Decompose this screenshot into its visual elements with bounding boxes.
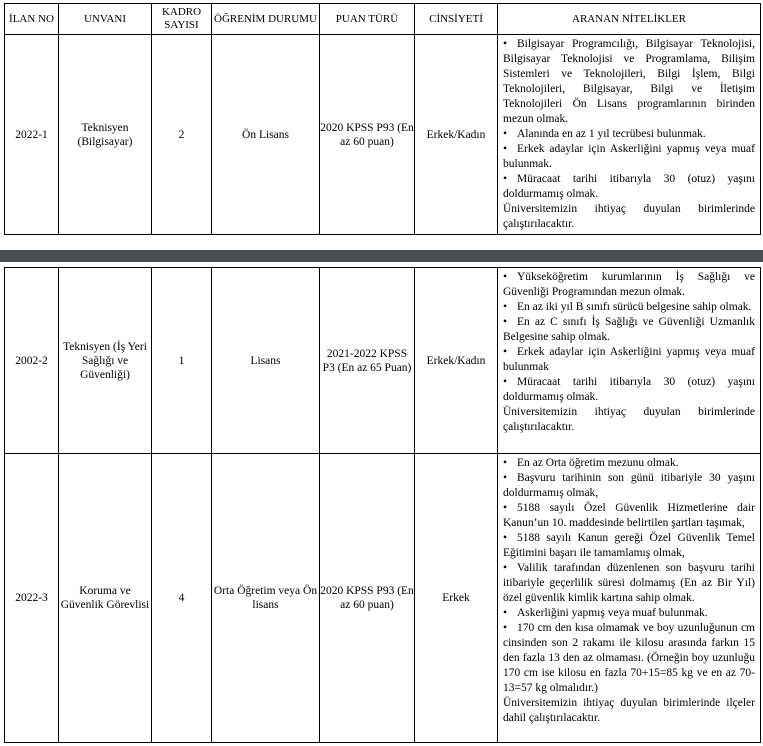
table-row — [5, 35, 761, 235]
kadro-cell: 2 — [152, 35, 212, 235]
qualification-note: Üniversitemizin ihtiyaç duyulan birimlerinde ilçeler dahil çalıştırılacaktır. — [503, 697, 755, 724]
qualification-item: • Erkek adaylar için Askerliğini yapmış veya muaf bulunmak. — [503, 142, 755, 172]
qualification-item: • En az iki yıl B sınıfı sürücü belgesine sahip olmak. — [503, 300, 755, 315]
nitelikler-cell — [498, 35, 761, 235]
qualification-item: • Valilik tarafından düzenlenen son başvuru tarihi itibariyle geçerlilik süresi dolmamış (En az Bir Yıl) özel güvenlik kimlik kartına sahip olmak. — [503, 561, 755, 606]
qualification-note: Üniversitemizin ihtiyaç duyulan birimlerinde çalıştırılacaktır. — [503, 203, 755, 230]
qualification-item: • Başvuru tarihinin son günü itibariyle 30 yaşını doldurmamış olmak, — [503, 471, 755, 501]
qualification-item: • Bilgisayar Programcılığı, Bilgisayar Teknolojisi, Bilgisayar Teknolojisi ve Programlama, Bilişim Sistemleri ve Teknolojileri, Bilgi İşlem, Bilgi Teknolojileri, Bilgisayar, Bilgi ve İletişim Teknolojileri Ön Lisans programlarının birinden mezun olmak. — [503, 37, 755, 127]
qualification-item: • Müracaat tarihi itibarıyla 30 (otuz) yaşını doldurmamış olmak. — [503, 172, 755, 202]
ilan-no-cell: 2022-3 — [5, 454, 59, 743]
cinsiyet-cell: Erkek/Kadın — [415, 35, 498, 235]
unvani-cell: Teknisyen (İş Yeri Sağlığı ve Güvenliği) — [59, 268, 152, 454]
cinsiyet-cell: Erkek — [415, 454, 498, 743]
ilan-no-cell: 2002-2 — [5, 268, 59, 454]
qualification-item: • Erkek adaylar için Askerliğini yapmış veya muaf bulunmak — [503, 345, 755, 375]
ogrenim-cell: Orta Öğretim veya Ön lisans — [212, 454, 320, 743]
kadro-cell: 4 — [152, 454, 212, 743]
qualification-item: • Yükseköğretim kurumlarının İş Sağlığı ve Güvenliği Programından mezun olmak. — [503, 270, 755, 300]
unvani-cell: Koruma ve Güvenlik Görevlisi — [59, 454, 152, 743]
ogrenim-cell: Ön Lisans — [212, 35, 320, 235]
page-separator — [0, 250, 763, 262]
table-row — [5, 268, 761, 454]
ogrenim-cell: Lisans — [212, 268, 320, 454]
qualification-item: • Alanında en az 1 yıl tecrübesi bulunmak. — [503, 127, 755, 142]
unvani-cell: Teknisyen (Bilgisayar) — [59, 35, 152, 235]
nitelikler-cell — [498, 268, 761, 454]
nitelikler-cell — [498, 454, 761, 743]
header-aranan-nitelikler: ARANAN NİTELİKLER — [498, 4, 761, 35]
header-puan-turu: PUAN TÜRÜ — [320, 4, 415, 35]
qualification-note: Üniversitemizin ihtiyaç duyulan birimlerinde çalıştırılacaktır. — [503, 406, 755, 433]
qualification-item: • Askerliğini yapmış veya muaf bulunmak. — [503, 606, 755, 621]
puan-cell: 2021-2022 KPSS P3 (En az 65 Puan) — [320, 268, 415, 454]
table-row — [5, 454, 761, 743]
job-table-2 — [4, 267, 761, 743]
qualification-item: • 170 cm den kısa olmamak ve boy uzunluğunun cm cinsinden son 2 rakamı ile kilosu arasında farkın 15 den fazla 13 den az olmaması. (Örneğin boy uzunluğu 170 cm ise kilosu en fazla 70+15=85 kg ve en az 70-13=57 kg olmalıdır.) — [503, 621, 755, 696]
qualification-item: • 5188 sayılı Özel Güvenlik Hizmetlerine dair Kanun’un 10. maddesinde belirtilen şartları taşımak, — [503, 501, 755, 531]
header-row — [5, 4, 761, 35]
qualification-item: • Müracaat tarihi itibarıyla 30 (otuz) yaşını doldurmamış olmak. — [503, 375, 755, 405]
ilan-no-cell: 2022-1 — [5, 35, 59, 235]
header-kadro-sayisi: KADRO SAYISI — [152, 4, 212, 35]
header-ogrenim-durumu: ÖĞRENİM DURUMU — [212, 4, 320, 35]
qualification-item: • En az Orta öğretim mezunu olmak. — [503, 456, 755, 471]
puan-cell: 2020 KPSS P93 (En az 60 puan) — [320, 35, 415, 235]
job-table-1 — [4, 3, 761, 235]
header-ilan-no: İLAN NO — [5, 4, 59, 35]
kadro-cell: 1 — [152, 268, 212, 454]
qualification-item: • 5188 sayılı Kanun gereği Özel Güvenlik Temel Eğitimini başarı ile tamamlamış olmak, — [503, 531, 755, 561]
qualification-item: • En az C sınıfı İş Sağlığı ve Güvenliği Uzmanlık Belgesine sahip olmak. — [503, 315, 755, 345]
puan-cell: 2020 KPSS P93 (En az 60 puan) — [320, 454, 415, 743]
header-unvani: UNVANI — [59, 4, 152, 35]
header-cinsiyeti: CİNSİYETİ — [415, 4, 498, 35]
cinsiyet-cell: Erkek/Kadın — [415, 268, 498, 454]
